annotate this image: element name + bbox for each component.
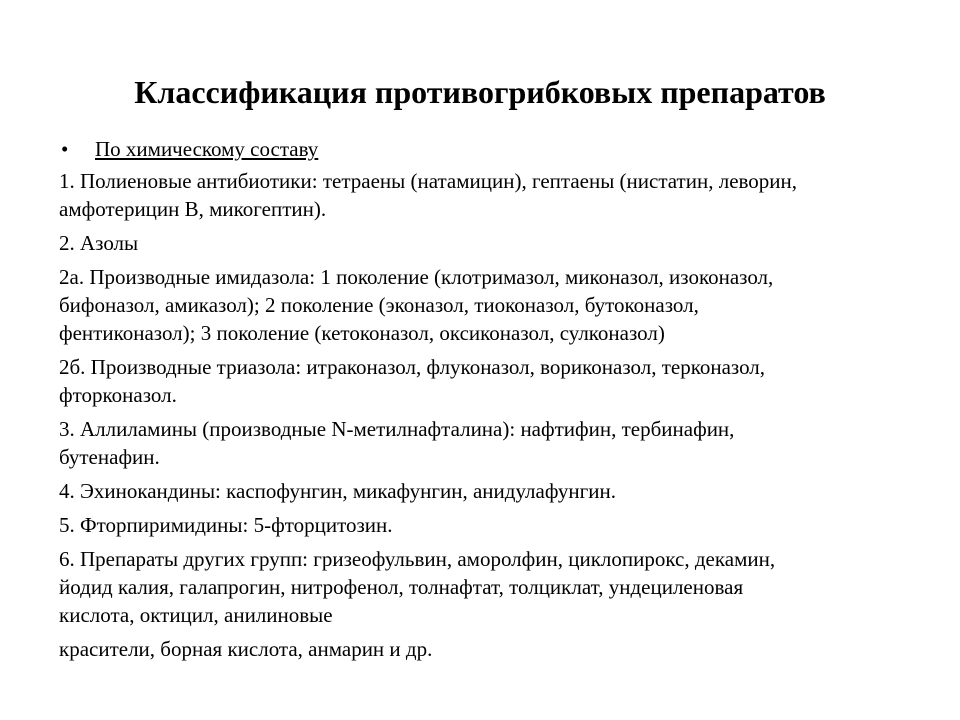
- paragraph-polyenes: [59, 167, 909, 223]
- paragraph-line: 4. Эхинокандины: каспофунгин, микафунгин, анидулафунгин.: [59, 479, 616, 503]
- paragraph-line: 2. Азолы: [59, 231, 139, 255]
- paragraph-line: 2б. Производные триазола: итраконазол, флуконазол, вориконазол, терконазол,: [59, 355, 766, 379]
- paragraph-triazoles: [59, 353, 909, 409]
- paragraph-line: кислота, октицил, анилиновые: [59, 603, 333, 627]
- paragraph-line: бутенафин.: [59, 445, 160, 469]
- paragraph-line: 6. Препараты других групп: гризеофульвин, аморолфин, циклопирокс, декамин,: [59, 547, 776, 571]
- paragraph-line: йодид калия, галапрогин, нитрофенол, толнафтат, толциклат, ундециленовая: [59, 575, 744, 599]
- paragraph-line: фторконазол.: [59, 383, 177, 407]
- paragraph-imidazoles: [59, 263, 909, 347]
- slide-content: [59, 135, 909, 669]
- bullet-heading: По химическому составу: [95, 137, 319, 161]
- paragraph-line: 2а. Производные имидазола: 1 поколение (клотримазол, миконазол, изоконазол,: [59, 265, 774, 289]
- paragraph-line: красители, борная кислота, анмарин и др.: [59, 637, 433, 661]
- paragraph-line: 3. Аллиламины (производные N-метилнафталина): нафтифин, тербинафин,: [59, 417, 735, 441]
- paragraph-other-groups: [59, 545, 909, 629]
- paragraph-line: амфотерицин В, микогептин).: [59, 197, 327, 221]
- paragraph-line: фентиконазол); 3 поколение (кетоконазол, оксиконазол, сулконазол): [59, 321, 665, 345]
- paragraph-echinocandins: [59, 477, 909, 505]
- slide-title: Классификация противогрибковых препаратов: [134, 74, 826, 110]
- bullet-icon: •: [61, 137, 69, 161]
- paragraph-dyes: [59, 635, 909, 663]
- paragraph-allylamines: [59, 415, 909, 471]
- paragraph-line: 5. Фторпиримидины: 5-фторцитозин.: [59, 513, 393, 537]
- paragraph-line: 1. Полиеновые антибиотики: тетраены (натамицин), гептаены (нистатин, леворин,: [59, 169, 798, 193]
- paragraph-line: бифоназол, амиказол); 2 поколение (эконазол, тиоконазол, бутоконазол,: [59, 293, 699, 317]
- paragraph-fluoropyrimidines: [59, 511, 909, 539]
- bullet-item: [59, 135, 909, 163]
- paragraph-azoles: [59, 229, 909, 257]
